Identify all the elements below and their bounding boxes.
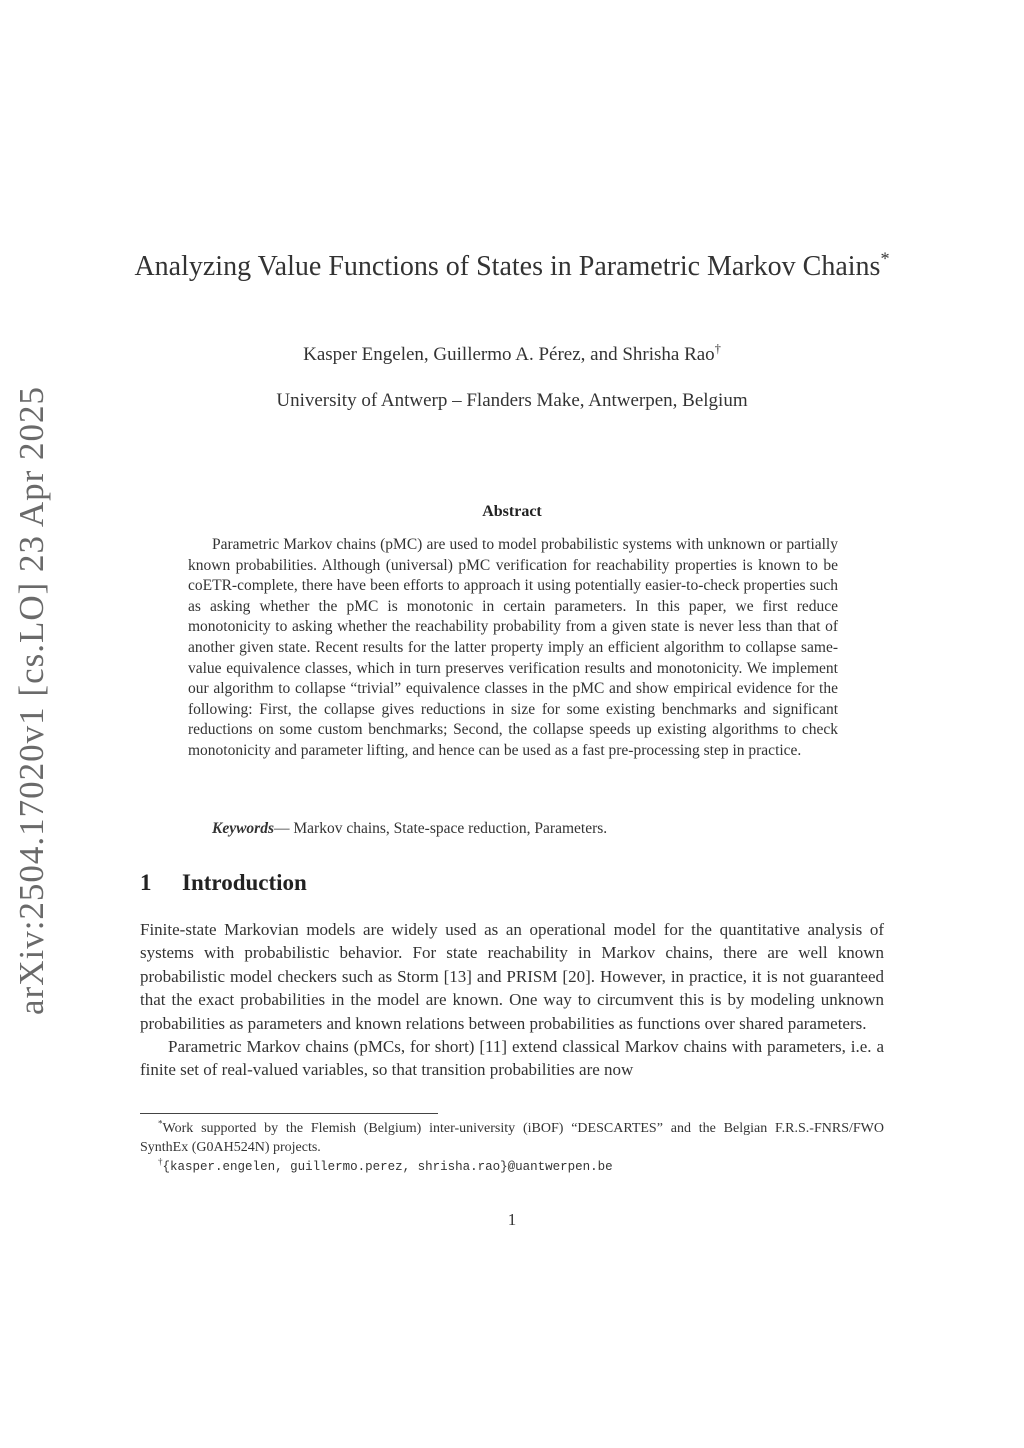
paper-title xyxy=(120,248,904,286)
author-list xyxy=(120,341,904,366)
arxiv-identifier-stamp: arXiv:2504.17020v1 [cs.LO] 23 Apr 2025 xyxy=(12,385,51,1015)
footnote-divider xyxy=(140,1113,438,1114)
section-heading-introduction xyxy=(140,870,307,896)
footnote-funding xyxy=(140,1119,884,1157)
keywords-line xyxy=(212,820,607,838)
paragraph-2: Parametric Markov chains (pMCs, for short) [11] extend classical Markov chains with parameters, i.e. a finite set of real-valued variables, so that transition probabilities are now xyxy=(140,1037,884,1080)
footnotes xyxy=(140,1119,884,1177)
section-number: 1 xyxy=(140,870,152,895)
abstract-heading: Abstract xyxy=(482,503,542,520)
paragraph-1: Finite-state Markovian models are widely used as an operational model for the quantitative analysis of systems with probabilistic behavior. For state reachability in Markov chains, there are well known probabilistic model checkers such as Storm [13] and PRISM [20]. However, in practice, it is not guaranteed that the exact probabilities in the model are known. One way to circumvent this is by modeling unknown probabilities as parameters and known relations between probabilities as functions over shared parameters. xyxy=(140,920,884,1033)
affiliation: University of Antwerp – Flanders Make, Antwerpen, Belgium xyxy=(276,390,748,411)
page-number: 1 xyxy=(507,1210,517,1229)
keywords-dash: — xyxy=(274,820,294,837)
introduction-body xyxy=(140,918,884,1082)
keywords-text: Markov chains, State-space reduction, Parameters. xyxy=(293,820,608,837)
footnote-emails-text: {kasper.engelen, guillermo.perez, shrisha.rao}@uantwerpen.be xyxy=(162,1160,613,1174)
section-title: Introduction xyxy=(182,870,307,895)
keywords-label: Keywords xyxy=(212,820,274,837)
author-footnote-mark: † xyxy=(714,341,721,356)
footnote-emails xyxy=(140,1157,884,1177)
footnote-funding-mark: * xyxy=(158,1118,163,1129)
author-names: Kasper Engelen, Guillermo A. Pérez, and Shrisha Rao xyxy=(303,344,715,365)
footnote-emails-mark: † xyxy=(158,1156,163,1167)
paper-title-text: Analyzing Value Functions of States in Parametric Markov Chains xyxy=(134,251,881,282)
abstract-text: Parametric Markov chains (pMC) are used to model probabilistic systems with unknown or partially known probabilities. Although (universal) pMC verification for reachability properties is known to be coETR-complete, there have been efforts to approach it using potentially easier-to-check properties such as asking whether the pMC is monotonic in certain parameters. In this paper, we first reduce monotonicity to asking whether the reachability probability from a given state is never less than that of another given state. Recent results for the latter property imply an efficient algorithm to collapse same-value equivalence classes, which in turn preserves verification results and monotonicity. We implement our algorithm to collapse “trivial” equivalence classes in the pMC and show empirical evidence for the following: First, the collapse gives reductions in size for some existing benchmarks and significant reductions on some custom benchmarks; Second, the collapse speeds up existing algorithms to check monotonicity and parameter lifting, and hence can be used as a fast pre-processing step in practice. xyxy=(188,536,838,759)
footnote-funding-text: Work supported by the Flemish (Belgium) inter-university (iBOF) “DESCARTES” and the Belgian F.R.S.-FNRS/FWO SynthEx (G0AH524N) projects. xyxy=(140,1121,884,1155)
title-footnote-mark: * xyxy=(880,248,890,269)
